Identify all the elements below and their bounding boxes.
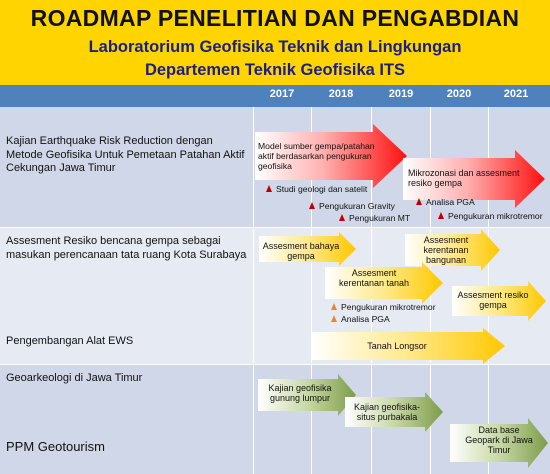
department-subtitle: Departemen Teknik Geofisika ITS bbox=[144, 61, 406, 79]
year-2017: 2017 bbox=[269, 88, 295, 100]
year-gridline bbox=[253, 107, 254, 474]
red-triangle-icon bbox=[309, 202, 315, 209]
task-geoarkeologi: Geoarkeologi di Jawa Timur bbox=[6, 372, 143, 384]
marker-label: Pengukuran mikrotremor bbox=[341, 302, 436, 312]
marker-label: Pengukuran mikrotremor bbox=[448, 211, 543, 221]
marker-mt bbox=[339, 213, 410, 223]
marker-studi-geologi bbox=[266, 184, 367, 194]
marker-label: Pengukuran MT bbox=[349, 213, 411, 223]
arrow-label-gunung-lumpur: Kajian geofisika gunung lumpur bbox=[268, 383, 332, 403]
red-triangle-icon bbox=[438, 212, 444, 219]
header-banner bbox=[0, 0, 550, 85]
year-2020: 2020 bbox=[446, 88, 472, 100]
arrow-label-assesment-tanah: Assesment kerentanan tanah bbox=[338, 268, 410, 288]
page-title: ROADMAP PENELITIAN DAN PENGABDIAN bbox=[30, 5, 520, 31]
task-assesment-surabaya: Assesment Resiko bencana gempa sebagai masukan perencanaan tata ruang Kota Surabaya bbox=[6, 235, 247, 261]
arrow-label-tanah-longsor: Tanah Longsor bbox=[367, 341, 427, 351]
row-divider bbox=[0, 227, 550, 228]
red-triangle-icon bbox=[266, 185, 272, 192]
marker-pga-1 bbox=[416, 197, 475, 207]
marker-pga-2 bbox=[331, 314, 390, 324]
arrow-label-mikrozonasi: Mikrozonasi dan assesment resiko gempa bbox=[408, 168, 520, 188]
orange-triangle-icon bbox=[331, 303, 337, 310]
marker-label: Pengukuran Gravity bbox=[319, 201, 395, 211]
year-2018: 2018 bbox=[328, 88, 354, 100]
arrow-label-assesment-bangunan: Assesment kerentanan bangunan bbox=[423, 235, 469, 265]
marker-mikrotremor-2 bbox=[331, 302, 436, 312]
red-triangle-icon bbox=[416, 198, 422, 205]
marker-mikrotremor-1 bbox=[438, 211, 543, 221]
marker-label: Studi geologi dan satelit bbox=[276, 184, 368, 194]
task-geotourism: PPM Geotourism bbox=[6, 439, 105, 454]
task-earthquake-risk: Kajian Earthquake Risk Reduction dengan Metode Geofisika Untuk Pemetaan Patahan Aktif Cekungan Jawa Timur bbox=[6, 135, 245, 174]
year-2021: 2021 bbox=[503, 88, 529, 100]
marker-gravity bbox=[309, 201, 395, 211]
arrow-label-geopark: Data base Geopark di Jawa Timur bbox=[465, 425, 533, 455]
lab-subtitle: Laboratorium Geofisika Teknik dan Lingkungan bbox=[88, 38, 462, 56]
arrow-label-situs-purbakala: Kajian geofisika-situs purbakala bbox=[353, 402, 421, 422]
arrow-label-model-sumber: Model sumber gempa/patahan aktif berdasarkan pengukuran geofisika bbox=[258, 141, 375, 171]
task-ews: Pengembangan Alat EWS bbox=[6, 335, 134, 347]
orange-triangle-icon bbox=[331, 315, 337, 322]
row-divider bbox=[0, 364, 550, 365]
arrow-label-assesment-bahaya: Assesment bahaya gempa bbox=[262, 241, 340, 261]
year-2019: 2019 bbox=[388, 88, 414, 100]
arrow-label-assesment-resiko: Assesment resiko gempa bbox=[457, 290, 529, 310]
red-triangle-icon bbox=[339, 214, 345, 221]
marker-label: Analisa PGA bbox=[426, 197, 475, 207]
marker-label: Analisa PGA bbox=[341, 314, 390, 324]
